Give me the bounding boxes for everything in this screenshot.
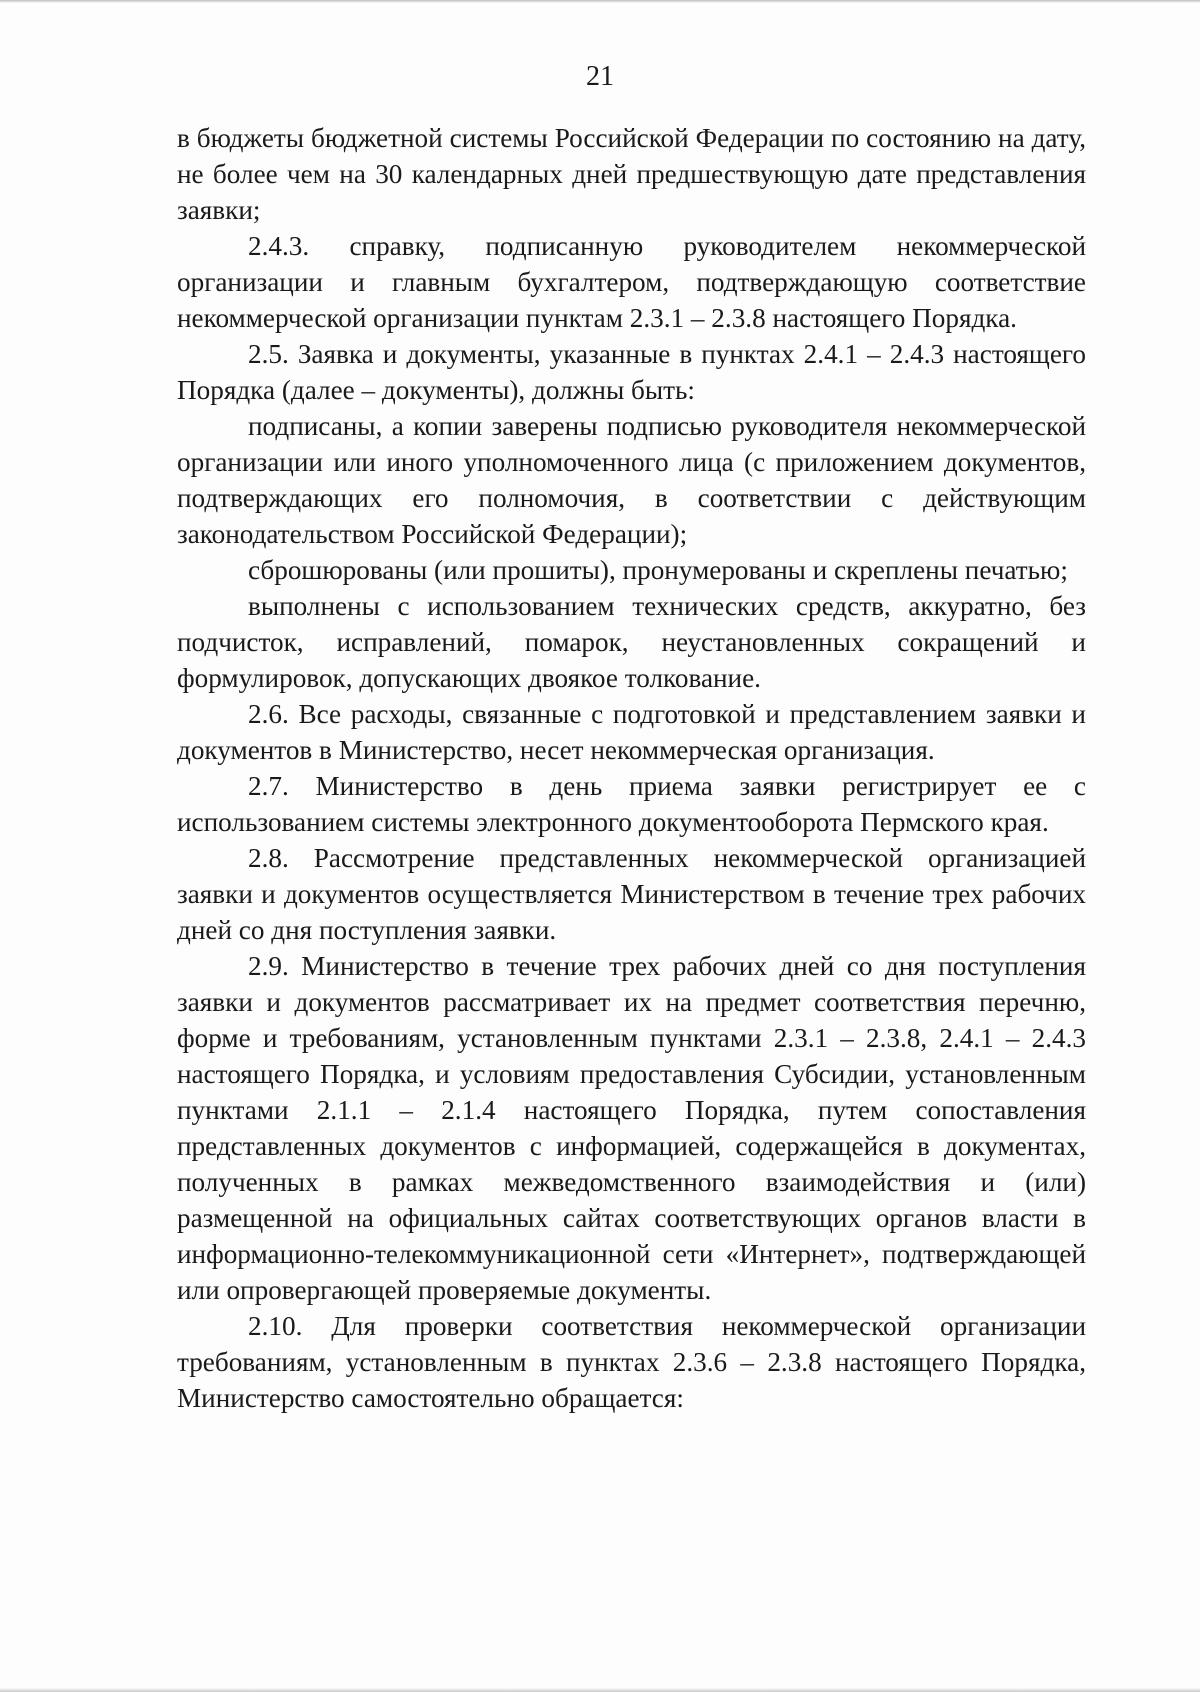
paragraph: 2.10. Для проверки соответствия некоммерческой организации требованиям, установленным в пунктах 2.3.6 – 2.3.8 настоящего Порядка, Министерство самостоятельно обращается:	[177, 1311, 1086, 1413]
paragraph: 2.9. Министерство в течение трех рабочих дней со дня поступления заявки и документов рассматривает их на предмет соответствия перечню, форме и требованиям, установленным пунктами 2.3.1 – 2.3.8, 2.4.1 – 2.4.3 настоящего Порядка, и условиям предоставления Субсидии, установленным пунктами 2.1.1 – 2.1.4 настоящего Порядка, путем сопоставления представленных документов с информацией, содержащейся в документах, полученных в рамках межведомственного взаимодействия и (или) размещенной на официальных сайтах соответствующих органов власти в информационно-телекоммуникационной сети «Интернет», подтверждающей или опровергающей проверяемые документы.	[177, 951, 1086, 1305]
scan-edge-bottom	[0, 1688, 1200, 1692]
paragraph: подписаны, а копии заверены подписью руководителя некоммерческой организации или иного уполномоченного лица (с приложением документов, подтверждающих его полномочия, в соответствии с действующим законодательством Российской Федерации);	[177, 411, 1086, 549]
paragraph: 2.6. Все расходы, связанные с подготовкой и представлением заявки и документов в Министерство, несет некоммерческая организация.	[177, 699, 1086, 765]
paragraph: 2.4.3. справку, подписанную руководителем некоммерческой организации и главным бухгалтером, подтверждающую соответствие некоммерческой организации пунктам 2.3.1 – 2.3.8 настоящего Порядка.	[177, 231, 1086, 333]
document-body	[177, 120, 1086, 1416]
scan-edge-top	[0, 0, 1200, 3]
paragraph: выполнены с использованием технических средств, аккуратно, без подчисток, исправлений, помарок, неустановленных сокращений и формулировок, допускающих двоякое толкование.	[177, 591, 1086, 693]
paragraph: 2.7. Министерство в день приема заявки регистрирует ее с использованием системы электронного документооборота Пермского края.	[177, 771, 1086, 837]
paragraph: в бюджеты бюджетной системы Российской Федерации по состоянию на дату, не более чем на 30 календарных дней предшествующую дате представления заявки;	[177, 123, 1086, 225]
paragraph: 2.5. Заявка и документы, указанные в пунктах 2.4.1 – 2.4.3 настоящего Порядка (далее – документы), должны быть:	[177, 339, 1086, 405]
paragraph: 2.8. Рассмотрение представленных некоммерческой организацией заявки и документов осуществляется Министерством в течение трех рабочих дней со дня поступления заявки.	[177, 843, 1086, 945]
paragraph: сброшюрованы (или прошиты), пронумерованы и скреплены печатью;	[248, 555, 1068, 585]
page-number: 21	[586, 61, 614, 92]
